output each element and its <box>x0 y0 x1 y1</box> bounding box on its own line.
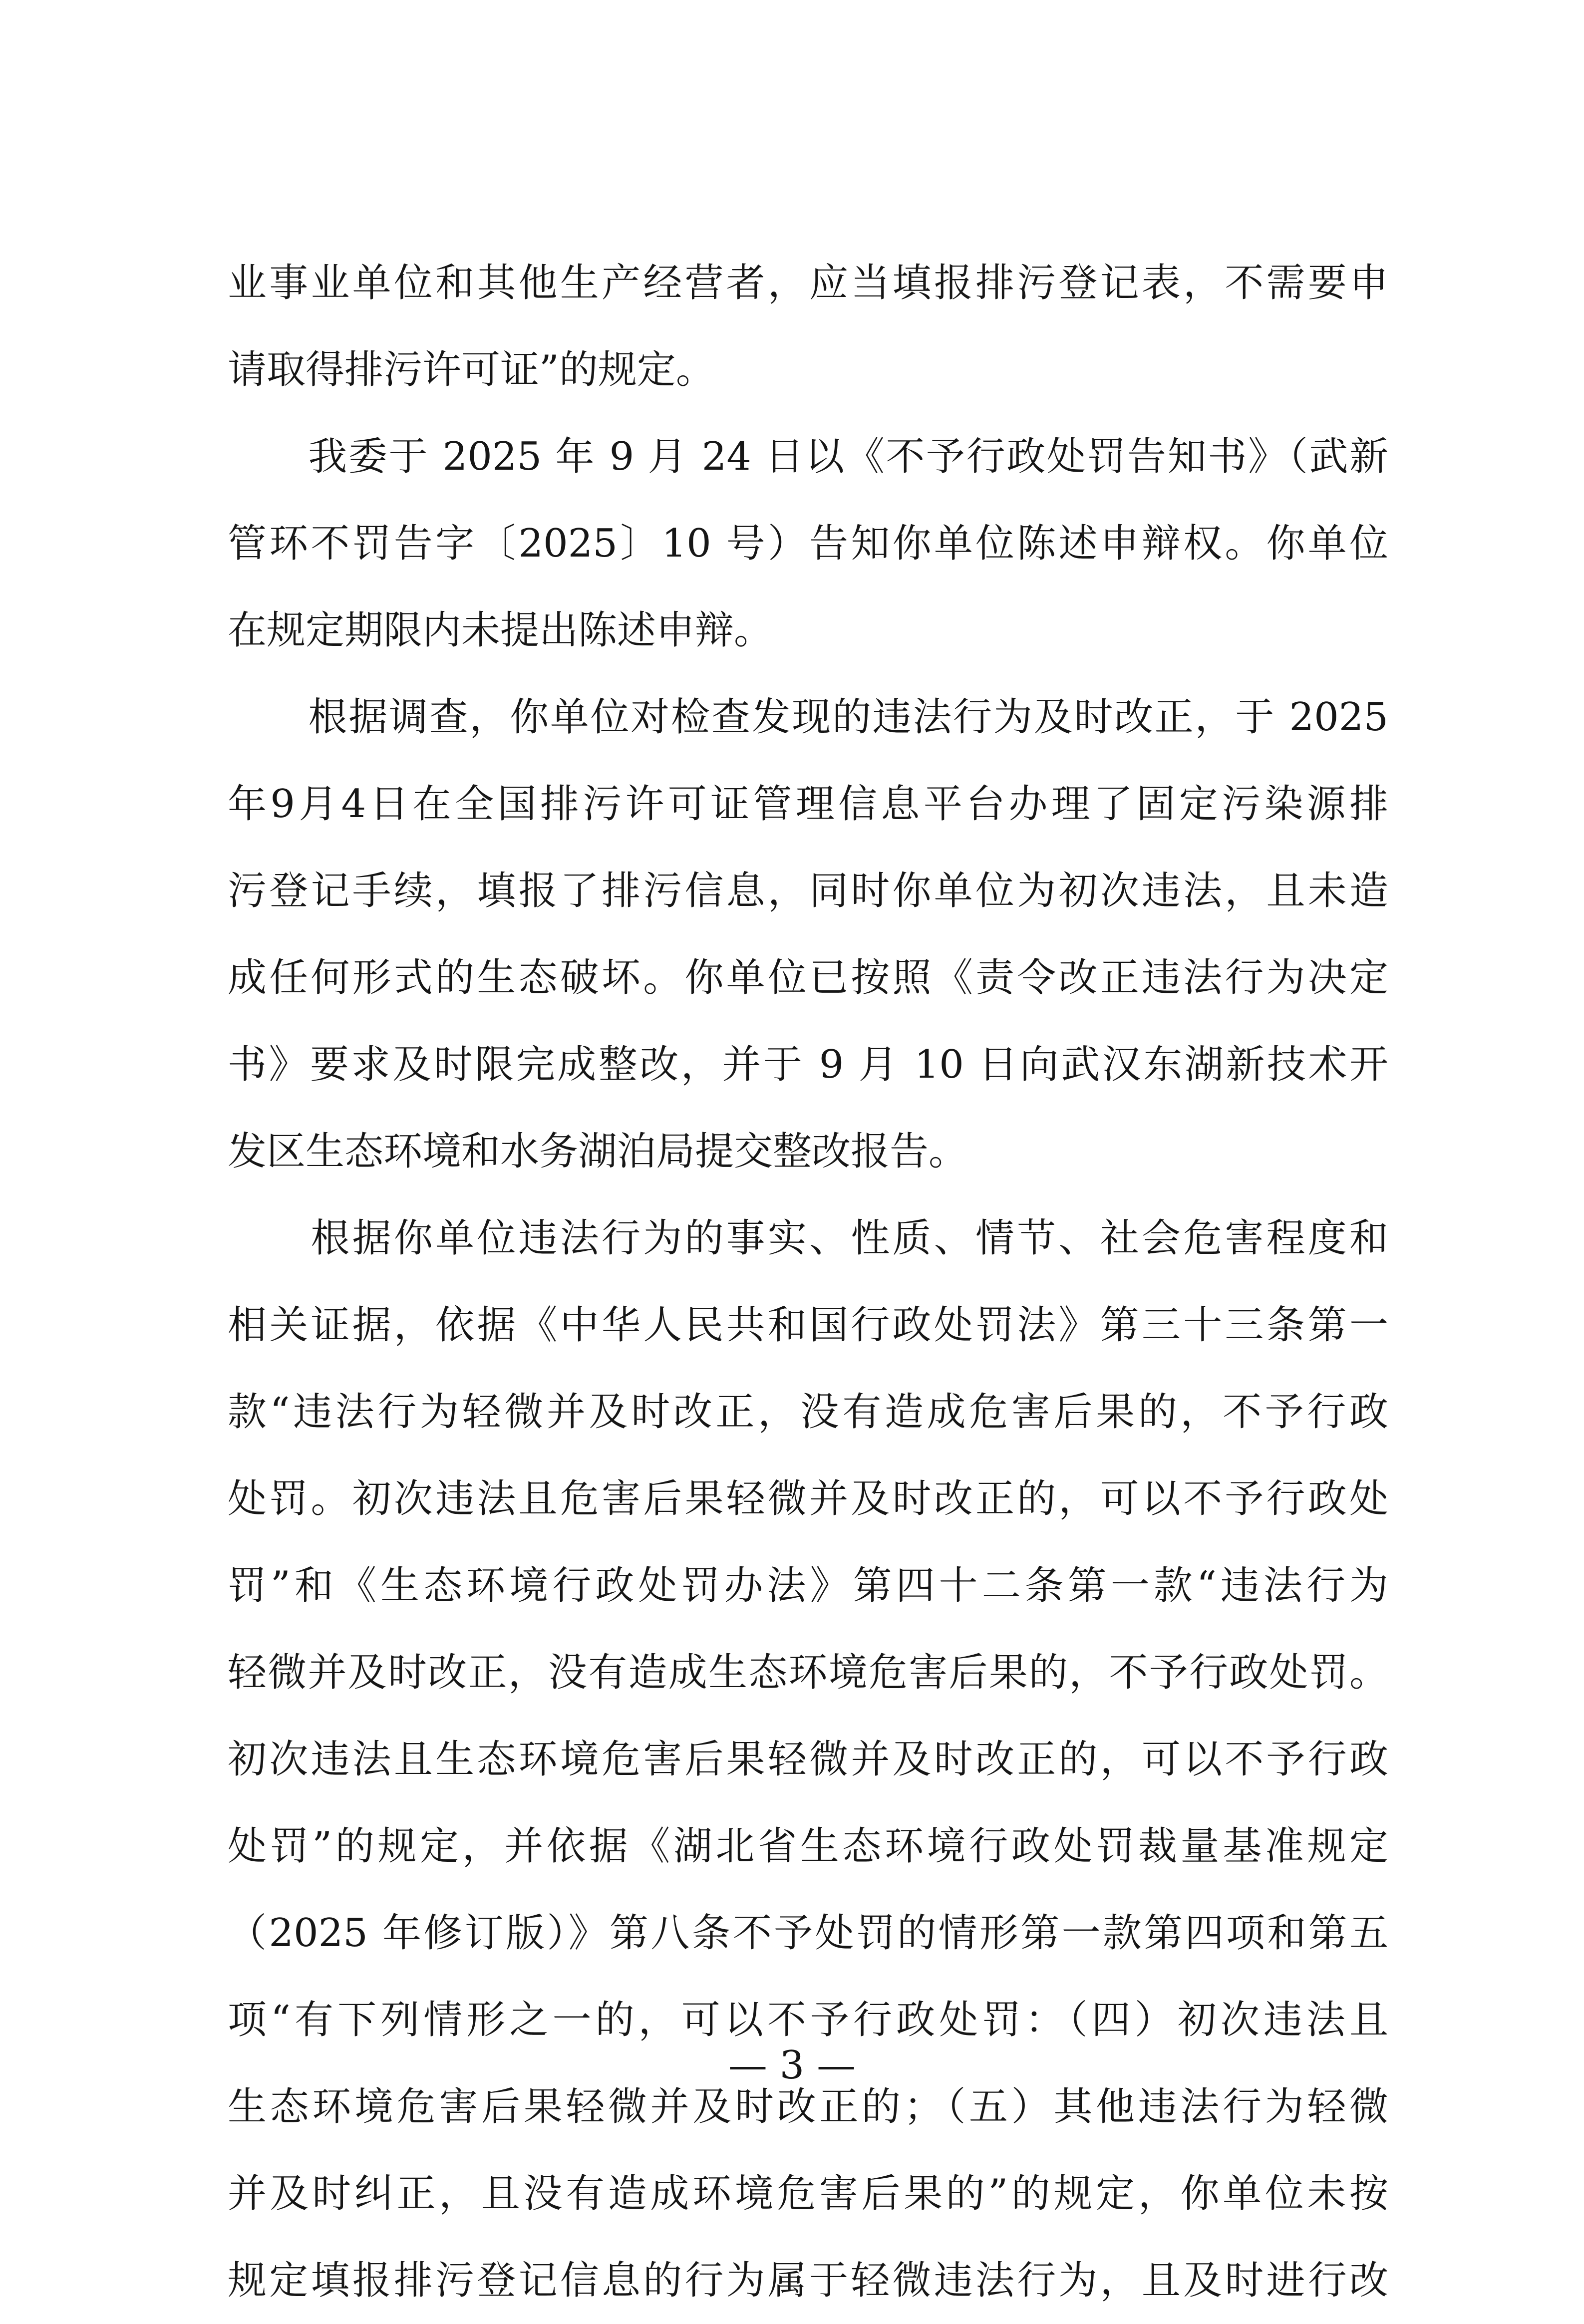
text-line: 项“有下列情形之一的，可以不予行政处罚：（四）初次违法且 <box>228 1998 1388 2042</box>
page-number: — 3 — <box>728 2043 856 2088</box>
text-line: 处罚”的规定，并依据《湖北省生态环境行政处罚裁量基准规定 <box>228 1824 1388 1869</box>
text-line: 发区生态环境和水务湖泊局提交整改报告。 <box>228 1129 968 1174</box>
text-line: （2025 年修订版）》第八条不予处罚的情形第一款第四项和第五 <box>228 1911 1388 1956</box>
text-line: 管环不罚告字〔2025〕10 号）告知你单位陈述申辩权。你单位 <box>228 521 1388 566</box>
text-line: 相关证据，依据《中华人民共和国行政处罚法》第三十三条第一 <box>228 1303 1388 1348</box>
text-line: 成任何形式的生态破坏。你单位已按照《责令改正违法行为决定 <box>228 955 1388 1000</box>
text-line: 年9月4日在全国排污许可证管理信息平台办理了固定污染源排 <box>228 782 1388 827</box>
text-line: 初次违法且生态环境危害后果轻微并及时改正的，可以不予行政 <box>228 1737 1388 1782</box>
text-line: 我委于 2025 年 9 月 24 日以《不予行政处罚告知书》（武新 <box>228 434 1388 479</box>
text-line: 根据调查，你单位对检查发现的违法行为及时改正，于 2025 <box>228 695 1388 740</box>
text-line: 业事业单位和其他生产经营者，应当填报排污登记表，不需要申 <box>228 261 1388 305</box>
text-line: 轻微并及时改正，没有造成生态环境危害后果的，不予行政处罚。 <box>228 1650 1388 1695</box>
text-line: 处罚。初次违法且危害后果轻微并及时改正的，可以不予行政处 <box>228 1476 1388 1521</box>
text-line: 请取得排污许可证”的规定。 <box>228 347 715 392</box>
text-line: 款“违法行为轻微并及时改正，没有造成危害后果的，不予行政 <box>228 1390 1388 1435</box>
text-line: 污登记手续，填报了排污信息，同时你单位为初次违法，且未造 <box>228 869 1388 913</box>
body-text <box>228 240 1388 2324</box>
text-line: 生态环境危害后果轻微并及时改正的；（五）其他违法行为轻微 <box>228 2084 1388 2129</box>
text-line: 罚”和《生态环境行政处罚办法》第四十二条第一款“违法行为 <box>228 1563 1388 1608</box>
text-line: 在规定期限内未提出陈述申辩。 <box>228 608 773 653</box>
text-line: 规定填报排污登记信息的行为属于轻微违法行为，且及时进行改 <box>228 2258 1388 2303</box>
text-line: 根据你单位违法行为的事实、性质、情节、社会危害程度和 <box>228 1216 1388 1261</box>
text-line: 并及时纠正，且没有造成环境危害后果的”的规定，你单位未按 <box>228 2171 1388 2216</box>
text-line: 书》要求及时限完成整改，并于 9 月 10 日向武汉东湖新技术开 <box>228 1042 1388 1087</box>
